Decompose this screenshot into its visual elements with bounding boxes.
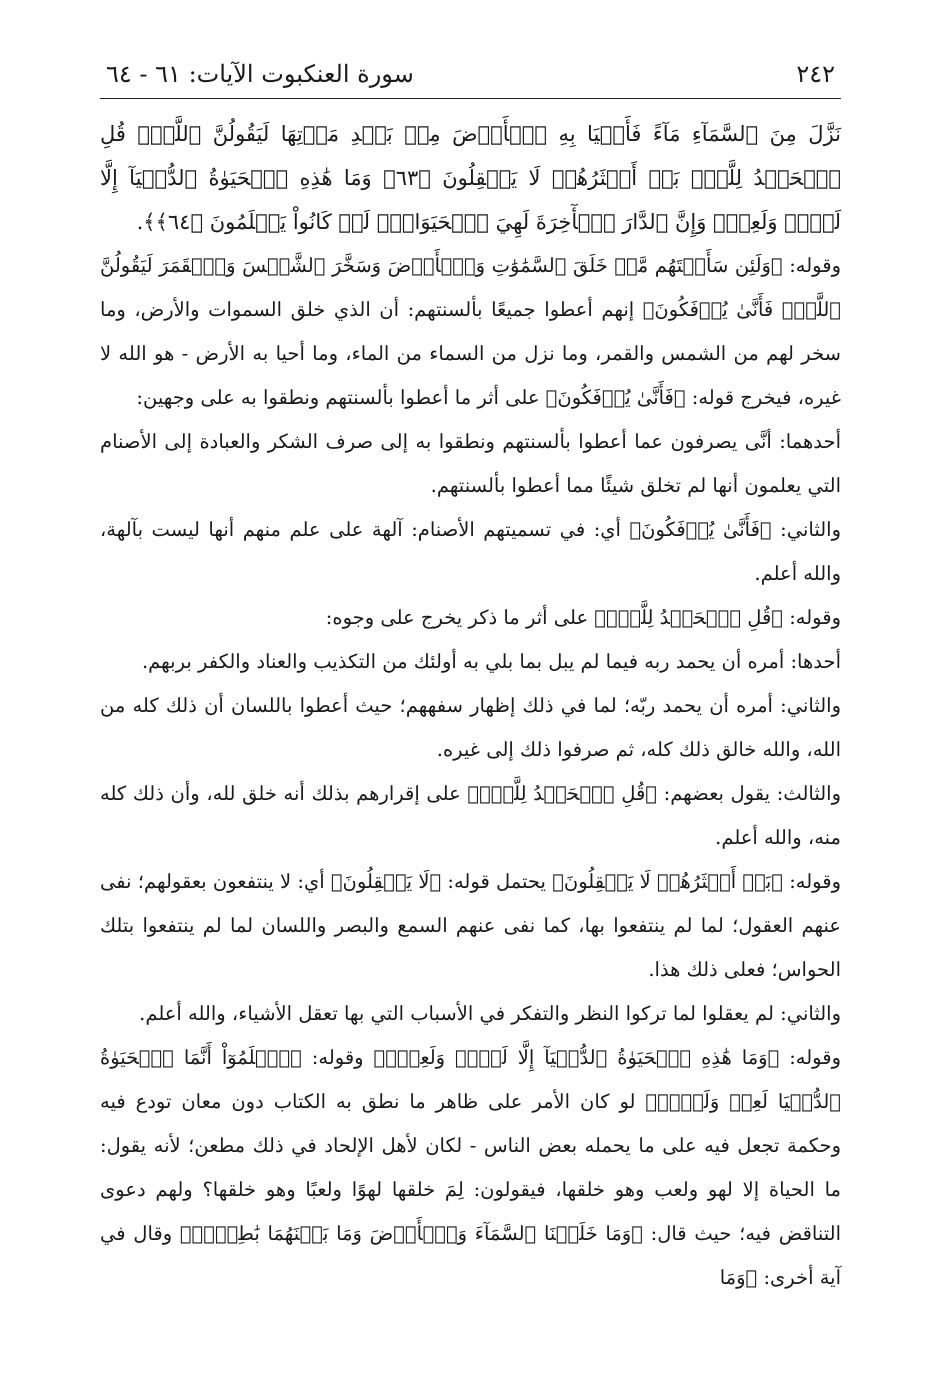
paragraph: أحدهما: أنَّى يصرفون عما أعطوا بألسنتهم ونطقوا به إلى صرف الشكر والعبادة إلى الأصنام التي يعلمون أنها لم تخلق شيئًا مما أعطوا بألسنتهم. [100, 430, 841, 497]
running-title: سورة العنكبوت الآيات: ٦١ - ٦٤ [106, 60, 414, 88]
body-text [100, 112, 841, 1300]
paragraph: وقوله: ﴿وَلَئِن سَأَلۡتَهُم مَّنۡ خَلَقَ ٱلسَّمَٰوَٰتِ وَٱلۡأَرۡضَ وَسَخَّرَ ٱلشَّمۡسَ وَٱلۡقَمَرَ لَيَقُولُنَّ ٱللَّهُۖ فَأَنَّىٰ يُؤۡفَكُونَ﴾ إنهم أعطوا جميعًا بألسنتهم: أن الذي خلق السموات والأرض، وما سخر لهم من الشمس والقمر، وما نزل من السماء من الماء، وما أحيا به الأرض - هو الله لا غيره، فيخرج قوله: ﴿فَأَنَّىٰ يُؤۡفَكُونَ﴾ على أثر ما أعطوا بألسنتهم ونطقوا به على وجهين: [100, 254, 841, 409]
page-header [100, 58, 841, 99]
verse-continuation: نَزَّلَ مِنَ ٱلسَّمَآءِ مَآءً فَأَحۡيَا بِهِ ٱلۡأَرۡضَ مِنۢ بَعۡدِ مَوۡتِهَا لَيَقُولُنَّ ٱللَّهُۚ قُلِ ٱلۡحَمۡدُ لِلَّهِۚ بَلۡ أَكۡثَرُهُمۡ لَا يَعۡقِلُونَ ﴿٦٣﴾ وَمَا هَٰذِهِ ٱلۡحَيَوٰةُ ٱلدُّنۡيَآ إِلَّا لَهۡوٞ وَلَعِبٞۚ وَإِنَّ ٱلدَّارَ ٱلۡأٓخِرَةَ لَهِيَ ٱلۡحَيَوَانُۚ لَوۡ كَانُواْ يَعۡلَمُونَ ﴿٦٤﴾﴾. [100, 122, 841, 234]
paragraph: وقوله: ﴿قُلِ ٱلۡحَمۡدُ لِلَّهِۚ﴾ على أثر ما ذكر يخرج على وجوه: [325, 606, 841, 629]
book-page [100, 0, 841, 1382]
paragraph: والثاني: ﴿فَأَنَّىٰ يُؤۡفَكُونَ﴾ أي: في تسميتهم الأصنام: آلهة على علم منهم أنها ليست بآلهة، والله أعلم. [100, 518, 841, 585]
paragraph: وقوله: ﴿وَمَا هَٰذِهِ ٱلۡحَيَوٰةُ ٱلدُّنۡيَآ إِلَّا لَهۡوٞ وَلَعِبٞۚ﴾ وقوله: ﴿ٱعۡلَمُوٓاْ أَنَّمَا ٱلۡحَيَوٰةُ ٱلدُّنۡيَا لَعِبٞ وَلَهۡوٞ﴾ لو كان الأمر على ظاهر ما نطق به الكتاب دون معان تودع فيه وحكمة تجعل فيه على ما يحمله بعض الناس - لكان لأهل الإلحاد في ذلك مطعن؛ لأنه يقول: ما الحياة إلا لهو ولعب وهو خلقها، فيقولون: لِمَ خلقها لهوًا ولعبًا وهو خلقها؟ ولهم دعوى التناقض فيه؛ حيث قال: ﴿وَمَا خَلَقۡنَا ٱلسَّمَآءَ وَٱلۡأَرۡضَ وَمَا بَيۡنَهُمَا بَٰطِلٗاۚ﴾ وقال في آية أخرى: ﴿وَمَا [100, 1046, 841, 1289]
page-number: ٢٤٢ [796, 60, 835, 88]
paragraph: والثاني: أمره أن يحمد ربّه؛ لما في ذلك إظهار سفههم؛ حيث أعطوا باللسان أن ذلك كله من الله، والله خالق ذلك كله، ثم صرفوا ذلك إلى غيره. [100, 694, 841, 761]
paragraph: والثاني: لم يعقلوا لما تركوا النظر والتفكر في الأسباب التي بها تعقل الأشياء، والله أعلم. [139, 1002, 841, 1025]
paragraph: أحدها: أمره أن يحمد ربه فيما لم يبل بما بلي به أولئك من التكذيب والعناد والكفر بربهم. [141, 650, 841, 673]
paragraph: والثالث: يقول بعضهم: ﴿قُلِ ٱلۡحَمۡدُ لِلَّهِۚ﴾ على إقرارهم بذلك أنه خلق لله، وأن ذلك كله منه، والله أعلم. [100, 782, 841, 849]
paragraph: وقوله: ﴿بَلۡ أَكۡثَرُهُمۡ لَا يَعۡقِلُونَ﴾ يحتمل قوله: ﴿لَا يَعۡقِلُونَ﴾ أي: لا ينتفعون بعقولهم؛ نفى عنهم العقول؛ لما لم ينتفعوا بها، كما نفى عنهم السمع والبصر واللسان لما لم ينتفعوا بتلك الحواس؛ فعلى ذلك هذا. [100, 870, 841, 981]
